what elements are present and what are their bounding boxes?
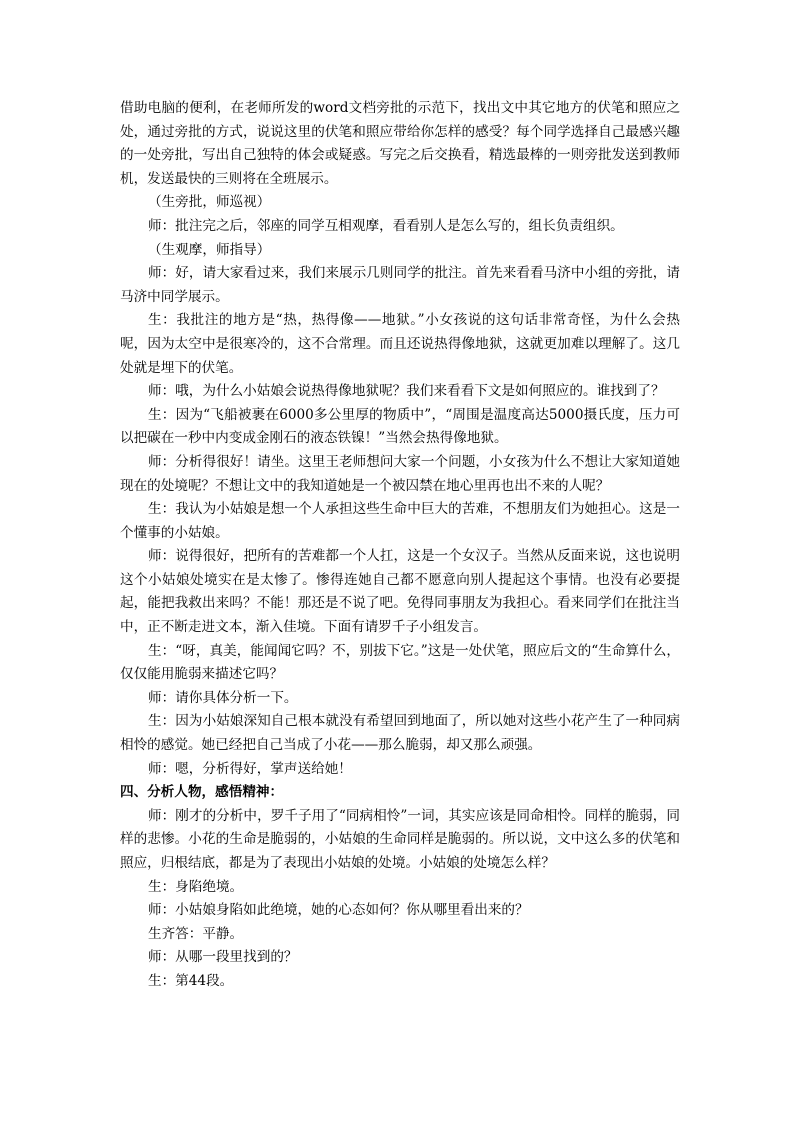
paragraph-stage-direction: （生旁批，师巡视） [148, 194, 271, 211]
paragraph-teacher-line: 师：批注完之后，邻座的同学互相观摩，看看别人是怎么写的，组长负责组织。 [148, 217, 624, 234]
paragraph-stage-direction: （生观摩，师指导） [148, 241, 271, 258]
paragraph-teacher-line: 师：好，请大家看过来，我们来展示几则同学的批注。首先来看看马济中小组的旁批，请马济中同学展示。 [120, 265, 680, 305]
paragraph-teacher-line: 师：分析得很好！请坐。这里王老师想问大家一个问题，小女孩为什么不想让大家知道她现在的处境呢？不想让文中的我知道她是一个被囚禁在地心里再也出不来的人呢？ [120, 453, 680, 494]
paragraph-student-line: 生：我批注的地方是“热，热得像——地狱。”小女孩说的这句话非常奇怪，为什么会热呢，因为太空中是很寒冷的，这不合常理。而且还说热得像地狱，这就更加难以理解了。这几处就是埋下的伏笔。 [120, 312, 680, 376]
paragraph-student-line: 生：“呀，真美，能闻闻它吗？不，别拔下它。”这是一处伏笔，照应后文的“生命算什么，仅仅能用脆弱来描述它吗？ [120, 642, 680, 683]
paragraph-teacher-line: 师：小姑娘身陷如此绝境，她的心态如何？你从哪里看出来的？ [148, 902, 529, 919]
section-heading: 四、分析人物，感悟精神： [120, 784, 284, 801]
paragraph-teacher-line: 师：从哪一段里找到的？ [148, 949, 298, 966]
paragraph-teacher-line: 师：哦，为什么小姑娘会说热得像地狱呢？我们来看看下文是如何照应的。谁找到了？ [148, 383, 665, 400]
paragraph-teacher-line: 师：说得很好，把所有的苦难都一个人扛，这是一个女汉子。当然从反面来说，这也说明这个小姑娘处境实在是太惨了。惨得连她自己都不愿意向别人提起这个事情。也没有必要提起，能把我救出来吗？不能！那还是不说了吧。免得同事朋友为我担心。看来同学们在批注当中，正不断走进文本，渐入佳境。下面有请罗千子小组发言。 [120, 548, 680, 636]
document-page [120, 97, 680, 994]
paragraph-instructions: 借助电脑的便利，在老师所发的word文档旁批的示范下，找出文中其它地方的伏笔和照应之处，通过旁批的方式，说说这里的伏笔和照应带给你怎样的感受？每个同学选择自己最感兴趣的一处旁批，写出自己独特的体会或疑惑。写完之后交换看，精选最棒的一则旁批发送到教师机，发送最快的三则将在全班展示。 [120, 100, 680, 187]
paragraph-student-line: 生：身陷绝境。 [148, 878, 244, 895]
paragraph-teacher-line: 师：嗯，分析得好，掌声送给她！ [148, 760, 352, 777]
paragraph-student-line: 生：我认为小姑娘是想一个人承担这些生命中巨大的苦难，不想朋友们为她担心。这是一个懂事的小姑娘。 [120, 501, 680, 541]
paragraph-student-line: 生齐答：平静。 [148, 925, 244, 942]
paragraph-teacher-line: 师：刚才的分析中，罗千子用了“同病相怜”一词，其实应该是同命相怜。同样的脆弱，同样的悲惨。小花的生命是脆弱的，小姑娘的生命同样是脆弱的。所以说，文中这么多的伏笔和照应，归根结底，都是为了表现出小姑娘的处境。小姑娘的处境怎么样？ [120, 807, 680, 871]
paragraph-student-line: 生：第44段。 [148, 972, 234, 989]
paragraph-student-line: 生：因为“飞船被裹在6000多公里厚的物质中”，“周围是温度高达5000摄氏度，压力可以把碳在一秒中内变成金刚石的液态铁镍！”当然会热得像地狱。 [120, 406, 680, 447]
paragraph-teacher-line: 师：请你具体分析一下。 [148, 689, 298, 706]
paragraph-student-line: 生：因为小姑娘深知自己根本就没有希望回到地面了，所以她对这些小花产生了一种同病相怜的感觉。她已经把自己当成了小花——那么脆弱，却又那么顽强。 [120, 713, 680, 754]
